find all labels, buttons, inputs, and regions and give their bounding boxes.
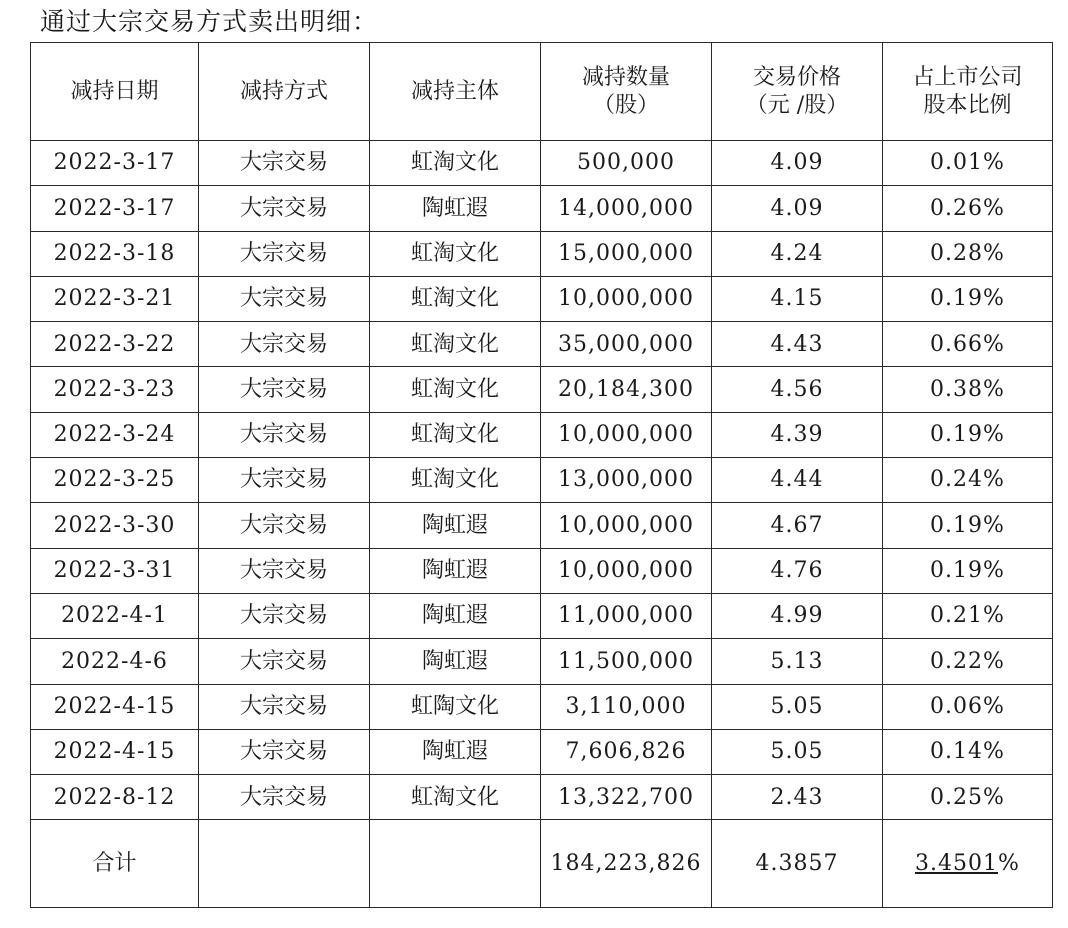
- ratio-cell: 0.19%: [883, 503, 1053, 548]
- method-cell: 大宗交易: [199, 684, 370, 729]
- total-ratio-suffix: %: [998, 851, 1020, 877]
- entity-cell: 虹淘文化: [370, 412, 541, 457]
- table-row: [31, 639, 1053, 684]
- quantity-cell: 35,000,000: [541, 322, 712, 367]
- quantity-cell: 13,000,000: [541, 458, 712, 503]
- entity-cell: 虹淘文化: [370, 775, 541, 820]
- total-price: 4.3857: [712, 820, 883, 908]
- date-cell: 2022-3-25: [31, 458, 199, 503]
- price-cell: 4.56: [712, 367, 883, 412]
- table-row: [31, 186, 1053, 231]
- ratio-cell: 0.06%: [883, 684, 1053, 729]
- quantity-cell: 3,110,000: [541, 684, 712, 729]
- date-cell: 2022-3-18: [31, 231, 199, 276]
- price-cell: 4.99: [712, 593, 883, 638]
- date-cell: 2022-3-24: [31, 412, 199, 457]
- table-row: [31, 775, 1053, 820]
- column-header-quantity: [541, 43, 712, 141]
- method-cell: 大宗交易: [199, 231, 370, 276]
- entity-cell: 陶虹遐: [370, 548, 541, 593]
- table-row: [31, 322, 1053, 367]
- ratio-cell: 0.24%: [883, 458, 1053, 503]
- entity-cell: 陶虹遐: [370, 729, 541, 774]
- entity-cell: 陶虹遐: [370, 186, 541, 231]
- price-cell: 4.76: [712, 548, 883, 593]
- method-cell: 大宗交易: [199, 548, 370, 593]
- entity-cell: 陶虹遐: [370, 503, 541, 548]
- method-cell: 大宗交易: [199, 639, 370, 684]
- column-header-line: 减持主体: [410, 78, 499, 104]
- quantity-cell: 500,000: [541, 141, 712, 186]
- entity-cell: 虹淘文化: [370, 276, 541, 321]
- quantity-cell: 10,000,000: [541, 276, 712, 321]
- table-row: [31, 141, 1053, 186]
- block-trade-table: [30, 42, 1053, 908]
- quantity-cell: 11,500,000: [541, 639, 712, 684]
- table-row: [31, 593, 1053, 638]
- ratio-cell: 0.25%: [883, 775, 1053, 820]
- price-cell: 5.13: [712, 639, 883, 684]
- entity-cell: 虹淘文化: [370, 322, 541, 367]
- column-header-date: [31, 43, 199, 141]
- table-row: [31, 548, 1053, 593]
- date-cell: 2022-3-31: [31, 548, 199, 593]
- total-method-cell: [199, 820, 370, 908]
- date-cell: 2022-4-15: [31, 684, 199, 729]
- ratio-cell: 0.19%: [883, 548, 1053, 593]
- method-cell: 大宗交易: [199, 503, 370, 548]
- column-header-ratio: [883, 43, 1053, 141]
- method-cell: 大宗交易: [199, 276, 370, 321]
- price-cell: 5.05: [712, 729, 883, 774]
- ratio-cell: 0.19%: [883, 276, 1053, 321]
- ratio-cell: 0.21%: [883, 593, 1053, 638]
- total-label: 合计: [31, 820, 199, 908]
- method-cell: 大宗交易: [199, 458, 370, 503]
- column-header-line: 交易价格: [752, 65, 841, 90]
- table-row: [31, 367, 1053, 412]
- entity-cell: 虹淘文化: [370, 458, 541, 503]
- date-cell: 2022-3-30: [31, 503, 199, 548]
- price-cell: 4.39: [712, 412, 883, 457]
- entity-cell: 陶虹遐: [370, 639, 541, 684]
- ratio-cell: 0.14%: [883, 729, 1053, 774]
- table-header-row: [31, 43, 1053, 141]
- column-header-line: （股）: [592, 92, 659, 118]
- date-cell: 2022-3-23: [31, 367, 199, 412]
- table-row: [31, 276, 1053, 321]
- date-cell: 2022-4-1: [31, 593, 199, 638]
- column-header-method: [199, 43, 370, 141]
- ratio-cell: 0.01%: [883, 141, 1053, 186]
- price-cell: 4.09: [712, 141, 883, 186]
- entity-cell: 虹淘文化: [370, 231, 541, 276]
- method-cell: 大宗交易: [199, 593, 370, 638]
- method-cell: 大宗交易: [199, 775, 370, 820]
- table-row: [31, 729, 1053, 774]
- table-body: [31, 141, 1053, 820]
- ratio-cell: 0.19%: [883, 412, 1053, 457]
- date-cell: 2022-3-17: [31, 186, 199, 231]
- price-cell: 4.44: [712, 458, 883, 503]
- method-cell: 大宗交易: [199, 412, 370, 457]
- date-cell: 2022-3-17: [31, 141, 199, 186]
- method-cell: 大宗交易: [199, 729, 370, 774]
- date-cell: 2022-3-21: [31, 276, 199, 321]
- column-header-entity: [370, 43, 541, 141]
- column-header-line: 股本比例: [923, 92, 1012, 118]
- entity-cell: 虹淘文化: [370, 367, 541, 412]
- column-header-line: 占上市公司: [912, 65, 1023, 90]
- price-cell: 4.67: [712, 503, 883, 548]
- quantity-cell: 15,000,000: [541, 231, 712, 276]
- entity-cell: 陶虹遐: [370, 593, 541, 638]
- column-header-price: [712, 43, 883, 141]
- price-cell: 4.15: [712, 276, 883, 321]
- method-cell: 大宗交易: [199, 322, 370, 367]
- table-row: [31, 231, 1053, 276]
- table-row: [31, 412, 1053, 457]
- table-row: [31, 458, 1053, 503]
- column-header-line: 减持方式: [239, 78, 328, 104]
- quantity-cell: 10,000,000: [541, 412, 712, 457]
- total-row: [31, 820, 1053, 908]
- ratio-cell: 0.66%: [883, 322, 1053, 367]
- method-cell: 大宗交易: [199, 141, 370, 186]
- date-cell: 2022-4-6: [31, 639, 199, 684]
- quantity-cell: 11,000,000: [541, 593, 712, 638]
- total-ratio: [883, 820, 1053, 908]
- quantity-cell: 14,000,000: [541, 186, 712, 231]
- quantity-cell: 7,606,826: [541, 729, 712, 774]
- quantity-cell: 13,322,700: [541, 775, 712, 820]
- date-cell: 2022-8-12: [31, 775, 199, 820]
- price-cell: 4.43: [712, 322, 883, 367]
- table-row: [31, 684, 1053, 729]
- column-header-line: 减持日期: [70, 78, 159, 104]
- ratio-cell: 0.38%: [883, 367, 1053, 412]
- total-entity-cell: [370, 820, 541, 908]
- total-ratio-value: 3.4501: [915, 851, 999, 877]
- total-quantity: 184,223,826: [541, 820, 712, 908]
- quantity-cell: 10,000,000: [541, 548, 712, 593]
- quantity-cell: 10,000,000: [541, 503, 712, 548]
- date-cell: 2022-4-15: [31, 729, 199, 774]
- price-cell: 4.09: [712, 186, 883, 231]
- column-header-line: （元 /股）: [745, 92, 849, 118]
- method-cell: 大宗交易: [199, 367, 370, 412]
- ratio-cell: 0.28%: [883, 231, 1053, 276]
- method-cell: 大宗交易: [199, 186, 370, 231]
- quantity-cell: 20,184,300: [541, 367, 712, 412]
- price-cell: 4.24: [712, 231, 883, 276]
- price-cell: 5.05: [712, 684, 883, 729]
- entity-cell: 虹陶文化: [370, 684, 541, 729]
- table-row: [31, 503, 1053, 548]
- ratio-cell: 0.22%: [883, 639, 1053, 684]
- column-header-line: 减持数量: [581, 65, 670, 90]
- section-heading: 通过大宗交易方式卖出明细：: [40, 7, 379, 36]
- entity-cell: 虹淘文化: [370, 141, 541, 186]
- date-cell: 2022-3-22: [31, 322, 199, 367]
- ratio-cell: 0.26%: [883, 186, 1053, 231]
- price-cell: 2.43: [712, 775, 883, 820]
